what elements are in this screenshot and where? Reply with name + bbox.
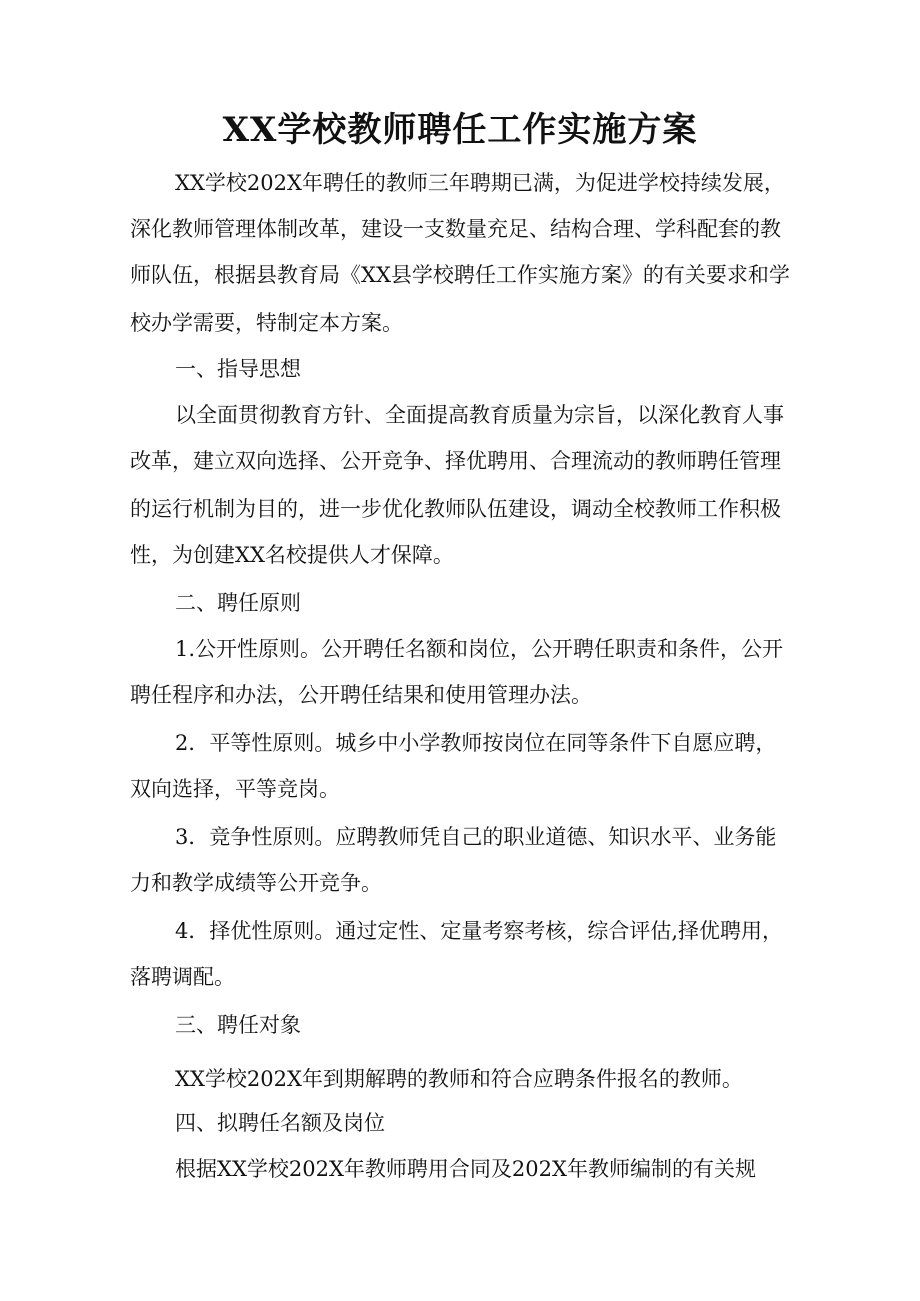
paragraph-line: 以全面贯彻教育方针、全面提高教育质量为宗旨，以深化教育人事 xyxy=(175,403,784,427)
section-heading: 一、指导思想 xyxy=(175,357,301,381)
paragraph-line: 师队伍，根据县教育局《XX县学校聘任工作实施方案》的有关要求和学 xyxy=(130,263,790,287)
paragraph-line: 校办学需要，特制定本方案。 xyxy=(130,311,403,335)
section-heading: 四、拟聘任名额及岗位 xyxy=(175,1111,385,1135)
paragraph-line: 聘任程序和办法，公开聘任结果和使用管理办法。 xyxy=(130,683,592,707)
paragraph-line: 2．平等性原则。城乡中小学教师按岗位在同等条件下自愿应聘， xyxy=(175,731,777,755)
paragraph-line: 1.公开性原则。公开聘任名额和岗位，公开聘任职责和条件，公开 xyxy=(175,637,784,661)
paragraph-line: 改革，建立双向选择、公开竞争、择优聘用、合理流动的教师聘任管理 xyxy=(130,449,781,473)
paragraph-line: 落聘调配。 xyxy=(130,965,235,989)
paragraph-line: 4．择优性原则。通过定性、定量考察考核，综合评估,择优聘用， xyxy=(175,919,784,943)
paragraph-line: 深化教师管理体制改革，建设一支数量充足、结构合理、学科配套的教 xyxy=(130,217,781,241)
paragraph-line: XX学校202X年到期解聘的教师和符合应聘条件报名的教师。 xyxy=(175,1067,743,1091)
paragraph-line: XX学校202X年聘任的教师三年聘期已满，为促进学校持续发展， xyxy=(175,171,785,195)
section-heading: 三、聘任对象 xyxy=(175,1013,301,1037)
section-heading: 二、聘任原则 xyxy=(175,591,301,615)
paragraph-line: 双向选择，平等竞岗。 xyxy=(130,777,340,801)
paragraph-line: 力和教学成绩等公开竞争。 xyxy=(130,871,382,895)
paragraph-line: 根据XX学校202X年教师聘用合同及202X年教师编制的有关规 xyxy=(175,1157,756,1181)
paragraph-line: 3．竞争性原则。应聘教师凭自己的职业道德、知识水平、业务能 xyxy=(175,825,777,849)
paragraph-line: 的运行机制为目的，进一步优化教师队伍建设，调动全校教师工作积极 xyxy=(130,497,781,521)
document-title: XX学校教师聘任工作实施方案 xyxy=(222,110,698,150)
paragraph-line: 性，为创建XX名校提供人才保障。 xyxy=(130,543,454,567)
